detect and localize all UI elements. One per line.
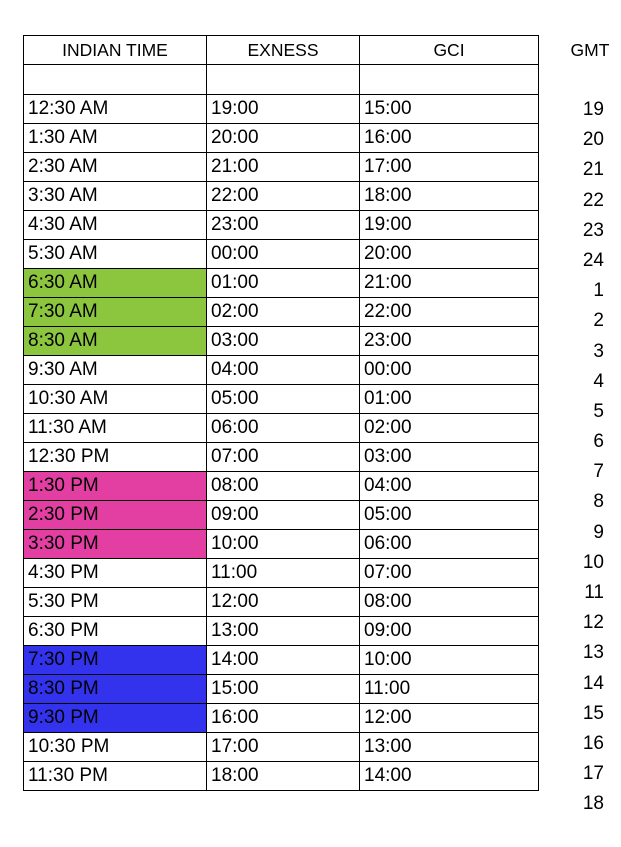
indian-time-cell: 11:30 PM <box>24 762 207 791</box>
table-row <box>24 327 539 356</box>
table-row <box>24 153 539 182</box>
table-row <box>24 356 539 385</box>
gci-time-cell: 12:00 <box>360 704 539 733</box>
exness-time-cell: 21:00 <box>207 153 360 182</box>
gci-time-cell: 18:00 <box>360 182 539 211</box>
table-row <box>24 298 539 327</box>
exness-time-cell: 00:00 <box>207 240 360 269</box>
table-row <box>24 385 539 414</box>
gmt-value: 17 <box>582 763 604 785</box>
table-row <box>24 269 539 298</box>
gci-time-cell: 22:00 <box>360 298 539 327</box>
exness-time-cell: 22:00 <box>207 182 360 211</box>
gmt-value: 8 <box>593 491 604 513</box>
gci-time-cell: 21:00 <box>360 269 539 298</box>
table-row <box>24 675 539 704</box>
exness-time-cell: 09:00 <box>207 501 360 530</box>
exness-time-cell: 07:00 <box>207 443 360 472</box>
blank-cell <box>207 65 360 95</box>
header-indian-time: INDIAN TIME <box>24 36 207 65</box>
gmt-value: 2 <box>593 310 604 332</box>
gmt-value: 14 <box>582 672 604 694</box>
gci-time-cell: 00:00 <box>360 356 539 385</box>
indian-time-cell: 7:30 AM <box>24 298 207 327</box>
indian-time-cell: 10:30 AM <box>24 385 207 414</box>
exness-time-cell: 10:00 <box>207 530 360 559</box>
gmt-value: 23 <box>582 219 604 241</box>
exness-time-cell: 18:00 <box>207 762 360 791</box>
exness-time-cell: 03:00 <box>207 327 360 356</box>
header-exness: EXNESS <box>207 36 360 65</box>
gci-time-cell: 01:00 <box>360 385 539 414</box>
table-row <box>24 704 539 733</box>
gmt-value: 12 <box>582 612 604 634</box>
indian-time-cell: 1:30 AM <box>24 124 207 153</box>
gci-time-cell: 15:00 <box>360 95 539 124</box>
gmt-value: 10 <box>582 551 604 573</box>
table-row <box>24 443 539 472</box>
exness-time-cell: 02:00 <box>207 298 360 327</box>
blank-cell <box>360 65 539 95</box>
gmt-value: 4 <box>593 370 604 392</box>
exness-time-cell: 04:00 <box>207 356 360 385</box>
exness-time-cell: 19:00 <box>207 95 360 124</box>
gmt-value: 15 <box>582 702 604 724</box>
indian-time-cell: 3:30 PM <box>24 530 207 559</box>
exness-time-cell: 17:00 <box>207 733 360 762</box>
exness-time-cell: 20:00 <box>207 124 360 153</box>
indian-time-cell: 10:30 PM <box>24 733 207 762</box>
gci-time-cell: 07:00 <box>360 559 539 588</box>
exness-time-cell: 01:00 <box>207 269 360 298</box>
time-table <box>23 35 539 791</box>
gci-time-cell: 05:00 <box>360 501 539 530</box>
header-gci: GCI <box>360 36 539 65</box>
exness-time-cell: 16:00 <box>207 704 360 733</box>
gmt-value: 22 <box>582 189 604 211</box>
exness-time-cell: 05:00 <box>207 385 360 414</box>
indian-time-cell: 4:30 PM <box>24 559 207 588</box>
gmt-value: 5 <box>593 400 604 422</box>
gmt-value: 18 <box>582 793 604 815</box>
indian-time-cell: 9:30 PM <box>24 704 207 733</box>
header-row <box>24 36 539 65</box>
indian-time-cell: 11:30 AM <box>24 414 207 443</box>
table-row <box>24 95 539 124</box>
gci-time-cell: 19:00 <box>360 211 539 240</box>
indian-time-cell: 5:30 AM <box>24 240 207 269</box>
gmt-value: 13 <box>582 642 604 664</box>
table-row <box>24 762 539 791</box>
gci-time-cell: 17:00 <box>360 153 539 182</box>
indian-time-cell: 12:30 AM <box>24 95 207 124</box>
gmt-value: 16 <box>582 732 604 754</box>
gci-time-cell: 08:00 <box>360 588 539 617</box>
gci-time-cell: 09:00 <box>360 617 539 646</box>
exness-time-cell: 06:00 <box>207 414 360 443</box>
exness-time-cell: 15:00 <box>207 675 360 704</box>
table-row <box>24 501 539 530</box>
header-gmt: GMT <box>570 40 610 60</box>
table-row <box>24 124 539 153</box>
gci-time-cell: 16:00 <box>360 124 539 153</box>
table-row <box>24 182 539 211</box>
gmt-value: 7 <box>593 461 604 483</box>
indian-time-cell: 3:30 AM <box>24 182 207 211</box>
table-row <box>24 617 539 646</box>
gmt-blank <box>552 65 618 95</box>
gci-time-cell: 02:00 <box>360 414 539 443</box>
table-body <box>24 65 539 791</box>
exness-time-cell: 14:00 <box>207 646 360 675</box>
gmt-value: 1 <box>593 280 604 302</box>
exness-time-cell: 12:00 <box>207 588 360 617</box>
exness-time-cell: 13:00 <box>207 617 360 646</box>
gci-time-cell: 23:00 <box>360 327 539 356</box>
gmt-value: 19 <box>582 99 604 120</box>
gmt-value: 24 <box>582 249 604 271</box>
table-row <box>24 646 539 675</box>
indian-time-cell: 1:30 PM <box>24 472 207 501</box>
gmt-value: 3 <box>593 340 604 362</box>
gci-time-cell: 14:00 <box>360 762 539 791</box>
gmt-value: 21 <box>582 159 604 181</box>
gci-time-cell: 10:00 <box>360 646 539 675</box>
gci-time-cell: 11:00 <box>360 675 539 704</box>
indian-time-cell: 5:30 PM <box>24 588 207 617</box>
table-row <box>24 733 539 762</box>
gmt-value: 9 <box>593 521 604 543</box>
table-row <box>24 588 539 617</box>
gci-time-cell: 13:00 <box>360 733 539 762</box>
blank-row <box>24 65 539 95</box>
indian-time-cell: 8:30 AM <box>24 327 207 356</box>
indian-time-cell: 12:30 PM <box>24 443 207 472</box>
gci-time-cell: 03:00 <box>360 443 539 472</box>
gci-time-cell: 04:00 <box>360 472 539 501</box>
gmt-column <box>552 35 618 820</box>
gci-time-cell: 06:00 <box>360 530 539 559</box>
indian-time-cell: 2:30 AM <box>24 153 207 182</box>
blank-cell <box>24 65 207 95</box>
indian-time-cell: 8:30 PM <box>24 675 207 704</box>
indian-time-cell: 4:30 AM <box>24 211 207 240</box>
indian-time-cell: 6:30 AM <box>24 269 207 298</box>
indian-time-cell: 9:30 AM <box>24 356 207 385</box>
exness-time-cell: 23:00 <box>207 211 360 240</box>
gmt-value: 20 <box>582 129 604 151</box>
table-row <box>24 530 539 559</box>
gmt-value: 6 <box>593 431 604 453</box>
exness-time-cell: 11:00 <box>207 559 360 588</box>
table-row <box>24 472 539 501</box>
table-row <box>24 414 539 443</box>
table-row <box>24 211 539 240</box>
exness-time-cell: 08:00 <box>207 472 360 501</box>
indian-time-cell: 6:30 PM <box>24 617 207 646</box>
table-row <box>24 559 539 588</box>
gmt-value: 11 <box>584 582 604 603</box>
indian-time-cell: 2:30 PM <box>24 501 207 530</box>
table-row <box>24 240 539 269</box>
gci-time-cell: 20:00 <box>360 240 539 269</box>
indian-time-cell: 7:30 PM <box>24 646 207 675</box>
